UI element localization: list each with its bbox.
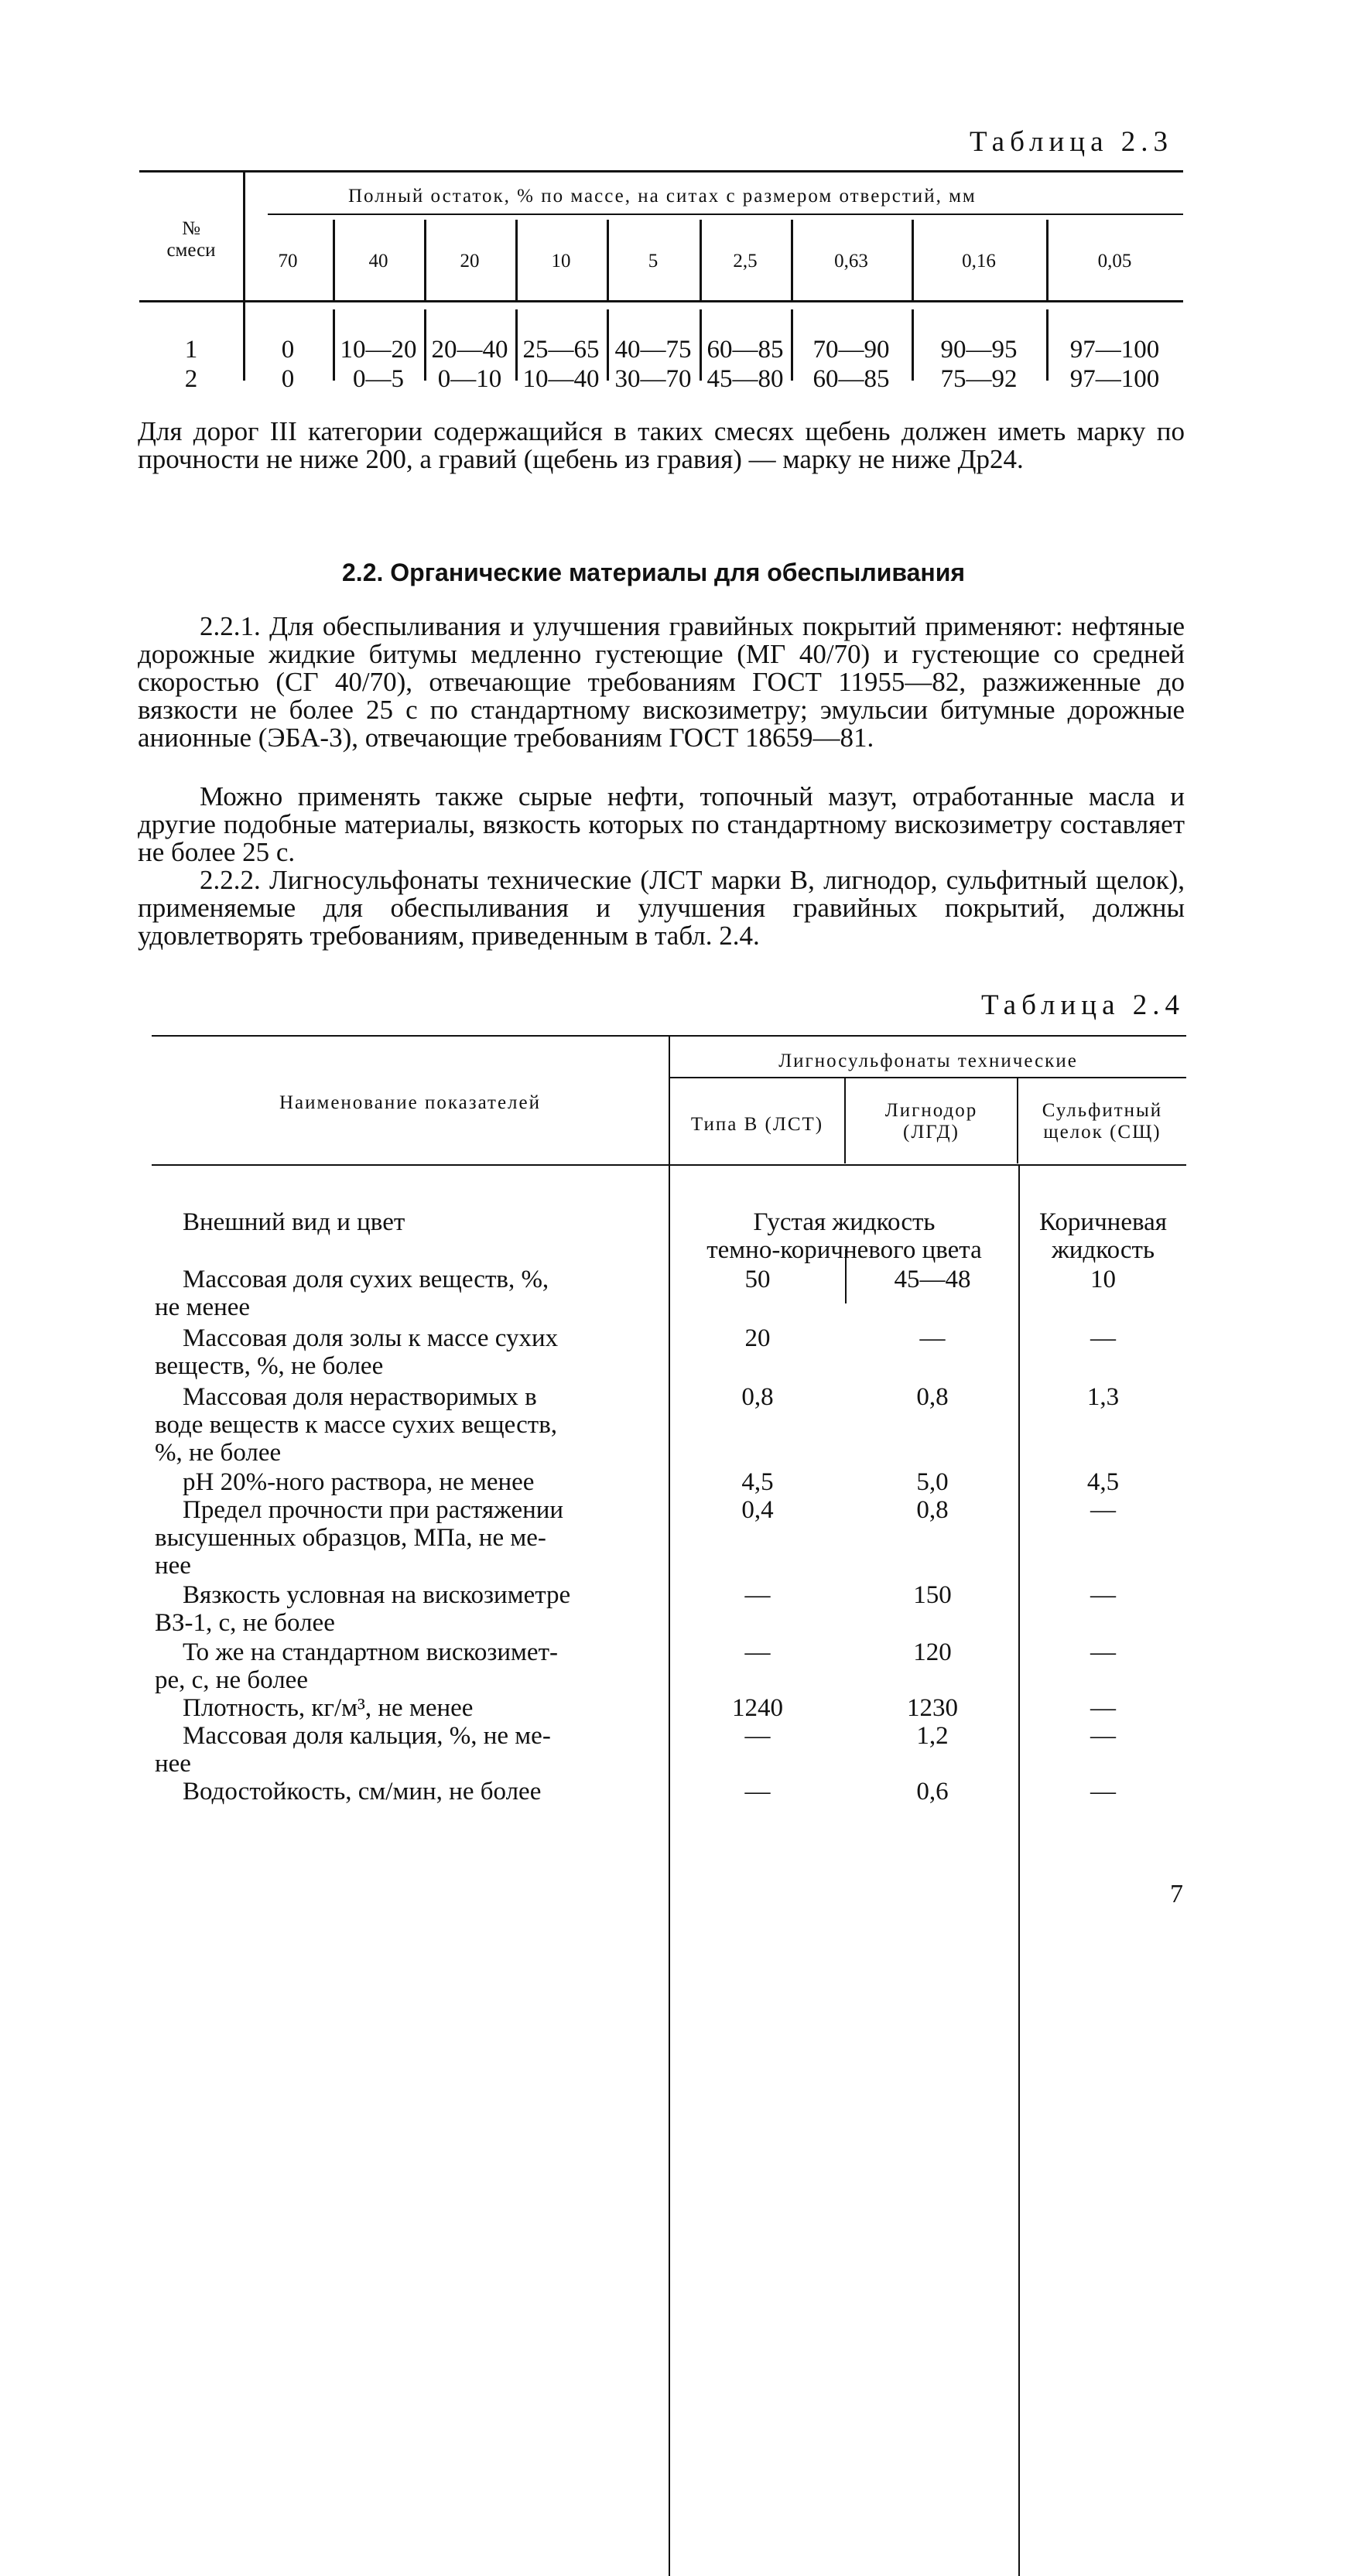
- table-2-3-row-id: 2: [184, 365, 198, 393]
- table-2-4-cell-col3: —: [1090, 1722, 1116, 1750]
- table-2-4-cell-col3: —: [1090, 1638, 1116, 1666]
- paragraph-2-2-1: 2.2.1. Для обеспыливания и улучшения гравийных покрытий применяют: нефтяные дорожные жидкие битумы медленно густеющие (МГ 40/70) и густеющие со средней скоростью (СГ 40/70), отвечающие требованиям ГОСТ 11955—82, разжиженные до вязкости не более 25 с по стандартному вискозиметру; эмульсии битумные дорожные анионные (ЭБА-3), отвечающие требованиям ГОСТ 18659—81.: [138, 611, 1185, 753]
- table-2-4-row-name-line: То же на стандартном вискозимет-: [183, 1638, 558, 1666]
- table-2-4-cell-col1: —: [744, 1778, 771, 1806]
- table-2-4-row-name-line: Внешний вид и цвет: [183, 1208, 405, 1236]
- table-2-4-cell-col2: 45—48: [894, 1266, 971, 1293]
- table-2-3-header-rule: [139, 300, 1183, 302]
- table-2-4-cell-col3: —: [1090, 1778, 1116, 1806]
- table-2-4-cell-col3-line: жидкость: [1051, 1236, 1155, 1264]
- table-2-4-cell-col3: 1,3: [1086, 1383, 1120, 1411]
- table-2-4-row-name-line: ре, с, не более: [155, 1666, 308, 1694]
- table-2-4-header-name: Наименование показателей: [279, 1092, 542, 1113]
- table-2-4-cell-col2: 120: [913, 1638, 952, 1666]
- table-2-4-row-name-line: Массовая доля кальция, %, не ме-: [183, 1722, 551, 1750]
- table-2-3-column-header: 20: [460, 251, 480, 272]
- table-2-3-column-header: 10: [551, 251, 571, 272]
- table-2-4-row-name-line: не менее: [155, 1293, 251, 1321]
- table-2-4-col2-header: Лигнодор (ЛГД): [884, 1100, 978, 1143]
- table-2-4-cell-col2: 5,0: [916, 1468, 949, 1496]
- table-2-4-merged-cell: [670, 1208, 1018, 1264]
- table-2-4-cell-col3: —: [1090, 1694, 1116, 1722]
- table-2-4-row-name-line: Предел прочности при растяжении: [183, 1496, 564, 1524]
- table-2-3-rowhead: № смеси: [166, 218, 216, 261]
- table-2-4-cell-col2: 1230: [907, 1694, 958, 1722]
- table-2-4-row-name-line: Вязкость условная на вискозиметре: [183, 1581, 571, 1609]
- table-2-3-cell: 70—90: [812, 336, 890, 364]
- table-2-4-row-name-line: веществ, %, не более: [155, 1352, 384, 1380]
- table-2-4-cell-col3-line: Коричневая: [1039, 1208, 1167, 1236]
- table-2-4-cell-col2: 1,2: [916, 1722, 949, 1750]
- table-2-4-cell-col3: 10: [1090, 1266, 1116, 1293]
- paragraph-crude-oils: Можно применять также сырые нефти, топочный мазут, отработанные масла и другие подобные материалы, вязкость которых по стандартному вискозиметру составляет не более 25 с.: [138, 781, 1185, 867]
- table-2-4-row-name: [155, 1324, 665, 1380]
- table-2-4-row-name-line: Массовая доля золы к массе сухих: [183, 1324, 559, 1352]
- table-2-4-cell-col1: 1240: [732, 1694, 783, 1722]
- table-2-4-col3-header: Сульфитный щелок (СЩ): [1042, 1100, 1163, 1143]
- table-2-4-row-name: [155, 1581, 665, 1637]
- table-2-3-cell: 60—85: [812, 365, 890, 393]
- table-2-3-group-header: Полный остаток, % по массе, на ситах с размером отверстий, мм: [348, 186, 977, 207]
- table-2-4-row-name: [155, 1638, 665, 1694]
- table-2-4-row-name-line: Массовая доля сухих веществ, %,: [183, 1266, 549, 1293]
- table-2-4-row-name-line: нее: [155, 1750, 191, 1778]
- table-2-4-row-name: [155, 1266, 665, 1321]
- table-2-4-row-name: [155, 1496, 665, 1580]
- table-2-3-cell: 60—85: [706, 336, 784, 364]
- table-2-3-cell: 45—80: [706, 365, 784, 393]
- table-2-3-row-id: 1: [184, 336, 198, 364]
- table-2-4-row-name: [155, 1778, 665, 1806]
- table-2-4-cell-col3: —: [1090, 1324, 1116, 1352]
- table-2-4-row-name-line: ВЗ-1, с, не более: [155, 1609, 335, 1637]
- table-2-4-group-header: Лигносульфонаты технические: [778, 1051, 1078, 1071]
- section-heading: 2.2. Органические материалы для обеспыливания: [342, 559, 966, 586]
- table-2-4-row-name: [155, 1722, 665, 1778]
- table-2-3-cell: 10—40: [522, 365, 600, 393]
- table-2-4-row-name-line: pH 20%-ного раствора, не менее: [183, 1468, 535, 1496]
- table-2-3-cell: 0—10: [437, 365, 502, 393]
- table-2-3-cell: 0: [281, 336, 295, 364]
- table-2-3-column-header: 0,16: [962, 251, 996, 272]
- table-2-4-col1-header: Типа В (ЛСТ): [690, 1114, 824, 1135]
- table-2-4-cell-col1: 0,4: [741, 1496, 774, 1524]
- table-2-4-cell-col1: 0,8: [741, 1383, 774, 1411]
- table-2-3-cell: 0—5: [353, 365, 404, 393]
- table-2-4-row-name-line: нее: [155, 1552, 191, 1580]
- table-2-4-row-name-line: высушенных образцов, МПа, не ме-: [155, 1524, 546, 1552]
- table-2-3-column-header: 70: [278, 251, 298, 272]
- table-2-4-cell-col2: 0,8: [916, 1496, 949, 1524]
- table-2-3-cell: 97—100: [1069, 365, 1160, 393]
- table-2-4-cell-col3: —: [1090, 1496, 1116, 1524]
- table-2-4-row-name-line: воде веществ к массе сухих веществ,: [155, 1411, 558, 1439]
- paragraph-grade: Для дорог III категории содержащийся в таких смесях щебень должен иметь марку по прочности не ниже 200, а гравий (щебень из гравия) — марку не ниже Др24.: [138, 416, 1185, 474]
- table-2-4-row-name-line: Плотность, кг/м³, не менее: [183, 1694, 474, 1722]
- table-2-4-row-name: [155, 1208, 665, 1236]
- table-2-4-cell-col1: 4,5: [741, 1468, 774, 1496]
- table-2-4-cell-col1: 50: [744, 1266, 771, 1293]
- table-2-3-cell: 30—70: [614, 365, 692, 393]
- table-2-4-row-name-line: Водостойкость, см/мин, не более: [183, 1778, 542, 1806]
- table-2-4-cell-col1: —: [744, 1638, 771, 1666]
- table-2-4-cell-col3: [1020, 1208, 1186, 1264]
- table-2-4-row-name-line: %, не более: [155, 1439, 282, 1467]
- table-2-4-cell-col1: —: [744, 1581, 771, 1609]
- table-2-4-group-underline: [670, 1077, 1186, 1078]
- table-2-4-cell-col3: 4,5: [1086, 1468, 1120, 1496]
- table-2-3-cell: 0: [281, 365, 295, 393]
- table-2-4-col3-divider: [1018, 1164, 1020, 2576]
- table-2-3-caption: Таблица 2.3: [970, 126, 1173, 158]
- table-2-3-cell: 20—40: [431, 336, 508, 364]
- table-2-4-merged-line: Густая жидкость: [753, 1208, 936, 1236]
- table-2-4-row-name-line: Массовая доля нерастворимых в: [183, 1383, 537, 1411]
- table-2-4-cell-col1: —: [744, 1722, 771, 1750]
- table-2-4-row-name: [155, 1468, 665, 1496]
- table-2-4-cell-col2: 0,6: [916, 1778, 949, 1806]
- table-2-3-cell: 25—65: [522, 336, 600, 364]
- table-2-4-cell-col3: —: [1090, 1581, 1116, 1609]
- table-2-4-header-rule: [152, 1164, 1186, 1166]
- paragraph-2-2-2: 2.2.2. Лигносульфонаты технические (ЛСТ марки В, лигнодор, сульфитный щелок), применяемые для обеспыливания и улучшения гравийных покрытий, должны удовлетворять требованиям, приведенным в табл. 2.4.: [138, 865, 1185, 951]
- table-2-3-column-header: 0,05: [1097, 251, 1132, 272]
- table-2-3-column-header: 40: [368, 251, 388, 272]
- table-2-4-caption: Таблица 2.4: [981, 989, 1185, 1021]
- table-2-4-cell-col2: 0,8: [916, 1383, 949, 1411]
- table-2-4-cell-col2: 150: [913, 1581, 952, 1609]
- table-2-3-top-rule: [139, 170, 1183, 173]
- table-2-4-cell-col1: 20: [744, 1324, 771, 1352]
- table-2-3-header-underline: [268, 214, 1183, 215]
- table-2-3-cell: 10—20: [340, 336, 417, 364]
- table-2-4-row-name: [155, 1383, 665, 1467]
- table-2-4-row-name: [155, 1694, 665, 1722]
- table-2-3-column-header: 0,63: [834, 251, 868, 272]
- page-number: 7: [1170, 1880, 1183, 1908]
- table-2-3-cell: 75—92: [940, 365, 1018, 393]
- table-2-3-cell: 40—75: [614, 336, 692, 364]
- table-2-3-column-header: 2,5: [733, 251, 758, 272]
- table-2-3-column-header: 5: [648, 251, 659, 272]
- table-2-3-cell: 97—100: [1069, 336, 1160, 364]
- table-2-4-merged-line: темно-коричневого цвета: [706, 1236, 982, 1264]
- table-2-4-cell-col2: —: [919, 1324, 946, 1352]
- table-2-3-cell: 90—95: [940, 336, 1018, 364]
